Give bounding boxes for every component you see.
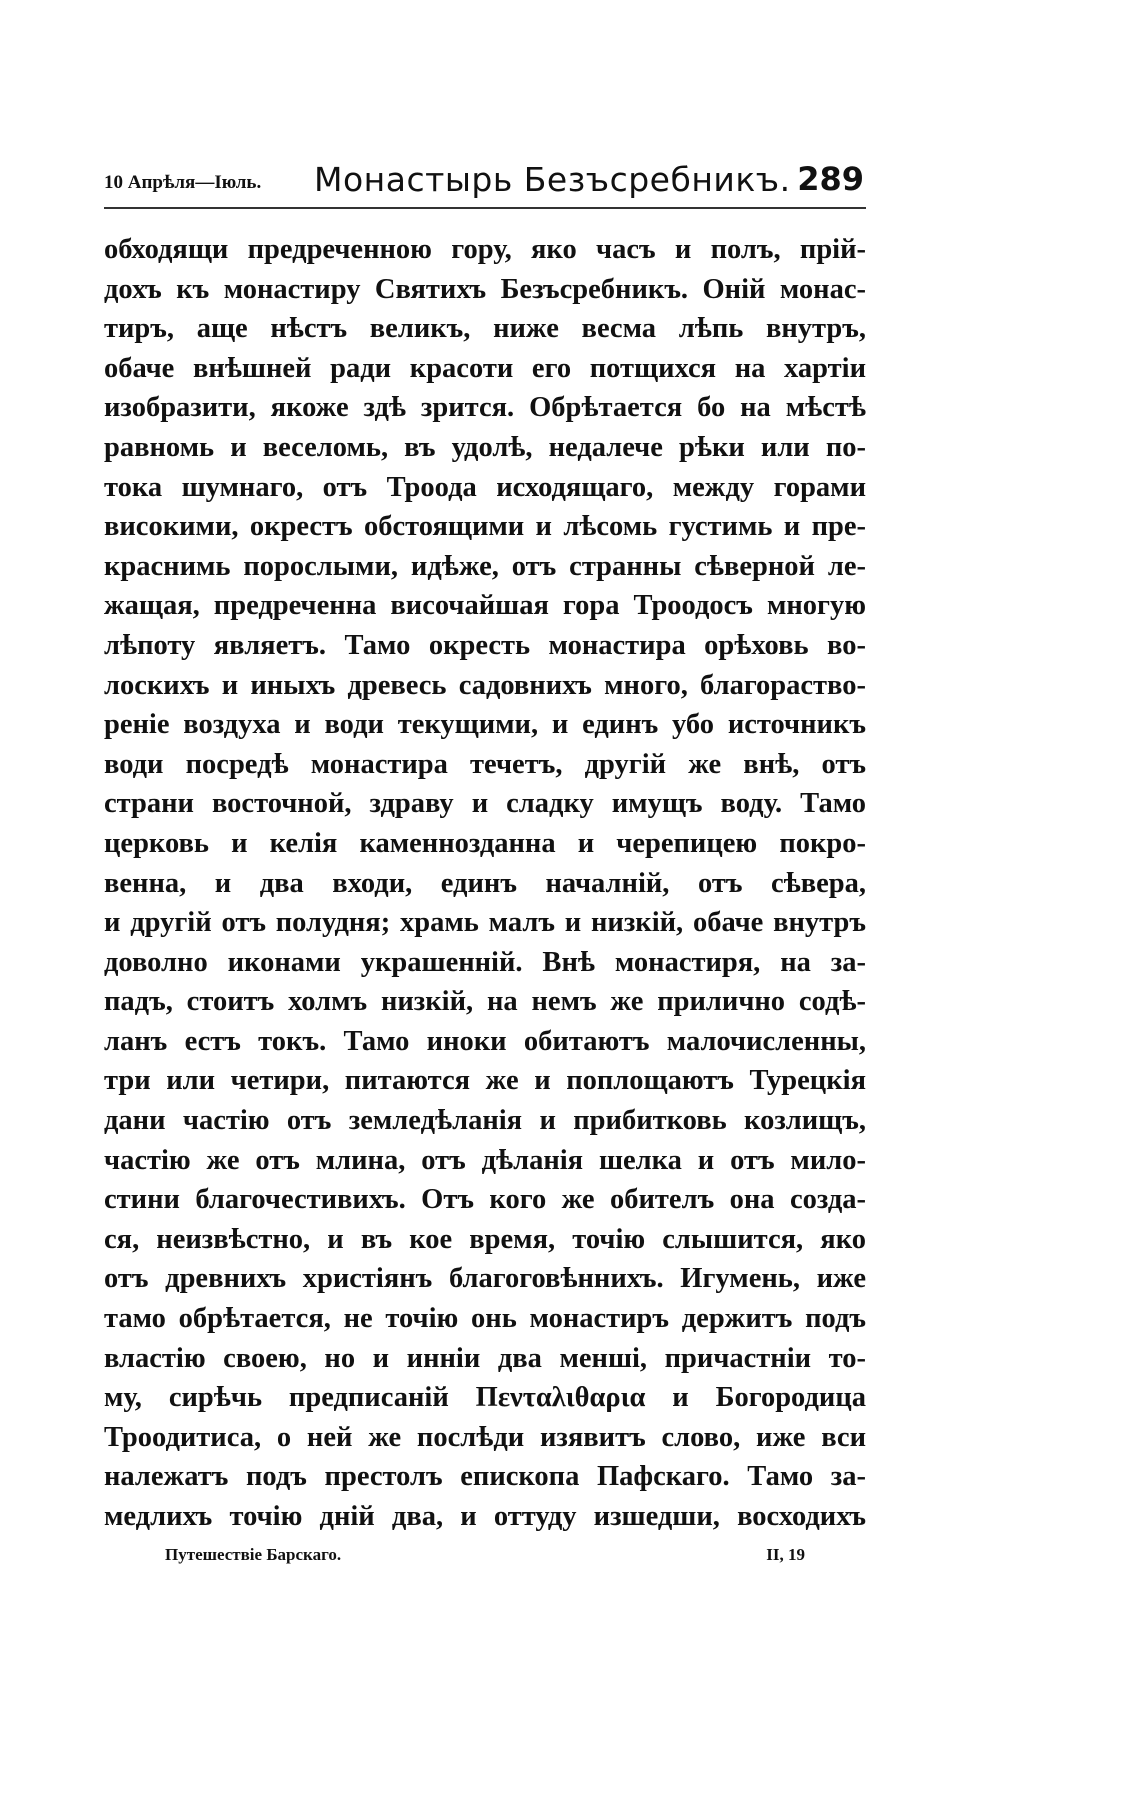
footer-signature: Путешествіе Барскаго. — [165, 1545, 342, 1564]
text-line: равномь и веселомь, въ удолѣ, недалече рѣки или по- — [104, 431, 866, 463]
text-line: частію же отъ млина, отъ дѣланія шелка и отъ мило- — [104, 1144, 866, 1176]
text-line: ланъ естъ токъ. Тамо иноки обитаютъ малочисленны, — [104, 1025, 866, 1057]
text-line: дохъ къ монастиру Святихъ Безъсребникъ. Оній монас- — [104, 273, 866, 305]
header-rule — [104, 207, 866, 209]
text-line: и другій отъ полудня; храмь малъ и низкій, обаче внутръ — [104, 907, 866, 939]
text-line: реніе воздуха и води текущими, и единъ убо источникъ — [104, 709, 866, 741]
running-head-date-range: 10 Апрѣля—Іюль. — [104, 172, 262, 193]
text-line: належатъ подъ престолъ епископа Пафскаго. Тамо за- — [104, 1461, 866, 1493]
text-line: три или четири, питаются же и поплощаютъ Турецкія — [104, 1065, 866, 1097]
text-line: високими, окрестъ обстоящими и лѣсомь густимь и пре- — [104, 511, 866, 543]
text-line: дани частію отъ земледѣланія и прибитковь козлищъ, — [104, 1105, 866, 1137]
text-line: обаче внѣшней ради красоти его потщихся на хартіи — [104, 352, 866, 384]
page-number: 289 — [797, 160, 864, 198]
text-line: страни восточной, здраву и сладку имущъ воду. Тамо — [104, 788, 866, 820]
text-line: води посредѣ монастира течетъ, другій же внѣ, отъ — [104, 748, 866, 780]
text-line: тиръ, аще нѣстъ великъ, ниже весма лѣпь внутръ, — [104, 313, 866, 345]
text-line: церковь и келія каменнозданна и черепицею покро- — [104, 827, 866, 859]
text-line: отъ древнихъ христіянъ благоговѣннихъ. Игумень, иже — [104, 1263, 866, 1295]
text-line: лѣпоту являетъ. Тамо окресть монастира орѣховь во- — [104, 629, 866, 661]
text-line: краснимь порослыми, идѣже, отъ странны сѣверной ле- — [104, 550, 866, 582]
text-line: доволно иконами украшенній. Внѣ монастиря, на за- — [104, 946, 866, 978]
text-line: му, сирѣчь предписаній Πενταλιθαρια и Богородица — [104, 1382, 866, 1414]
page-footer — [165, 1545, 805, 1575]
running-head-title: Монастырь Безъсребникъ. — [314, 160, 791, 199]
text-line: стини благочестивихъ. Отъ кого же обителъ она созда- — [104, 1184, 866, 1216]
text-line: тока шумнаго, отъ Троода исходящаго, между горами — [104, 471, 866, 503]
text-line: властію своею, но и инніи два менші, причастніи то- — [104, 1342, 866, 1374]
text-line: лоскихъ и иныхъ древесь садовнихъ много, благораство- — [104, 669, 866, 701]
text-line: падъ, стоитъ холмъ низкій, на немъ же прилично содѣ- — [104, 986, 866, 1018]
running-head — [104, 160, 866, 202]
text-line: изобразити, якоже здѣ зрится. Обрѣтается бо на мѣстѣ — [104, 392, 866, 424]
text-line: жащая, предреченна височайшая гора Троодосъ многую — [104, 590, 866, 622]
footer-sheet-mark: II, 19 — [766, 1545, 805, 1564]
text-line: ся, неизвѣстно, и въ кое время, точію слышится, яко — [104, 1223, 866, 1255]
text-line: венна, и два входи, единъ началній, отъ сѣвера, — [104, 867, 866, 899]
text-line: медлихъ точію дній два, и оттуду изшедши, восходихъ — [104, 1501, 866, 1532]
body-text — [104, 230, 866, 1537]
text-line: Троодитиса, о ней же послѣди изявитъ слово, иже вси — [104, 1421, 866, 1453]
text-line: тамо обрѣтается, не точію онь монастиръ держитъ подъ — [104, 1303, 866, 1335]
text-line: обходящи предреченною гору, яко часъ и полъ, прій- — [104, 234, 866, 265]
